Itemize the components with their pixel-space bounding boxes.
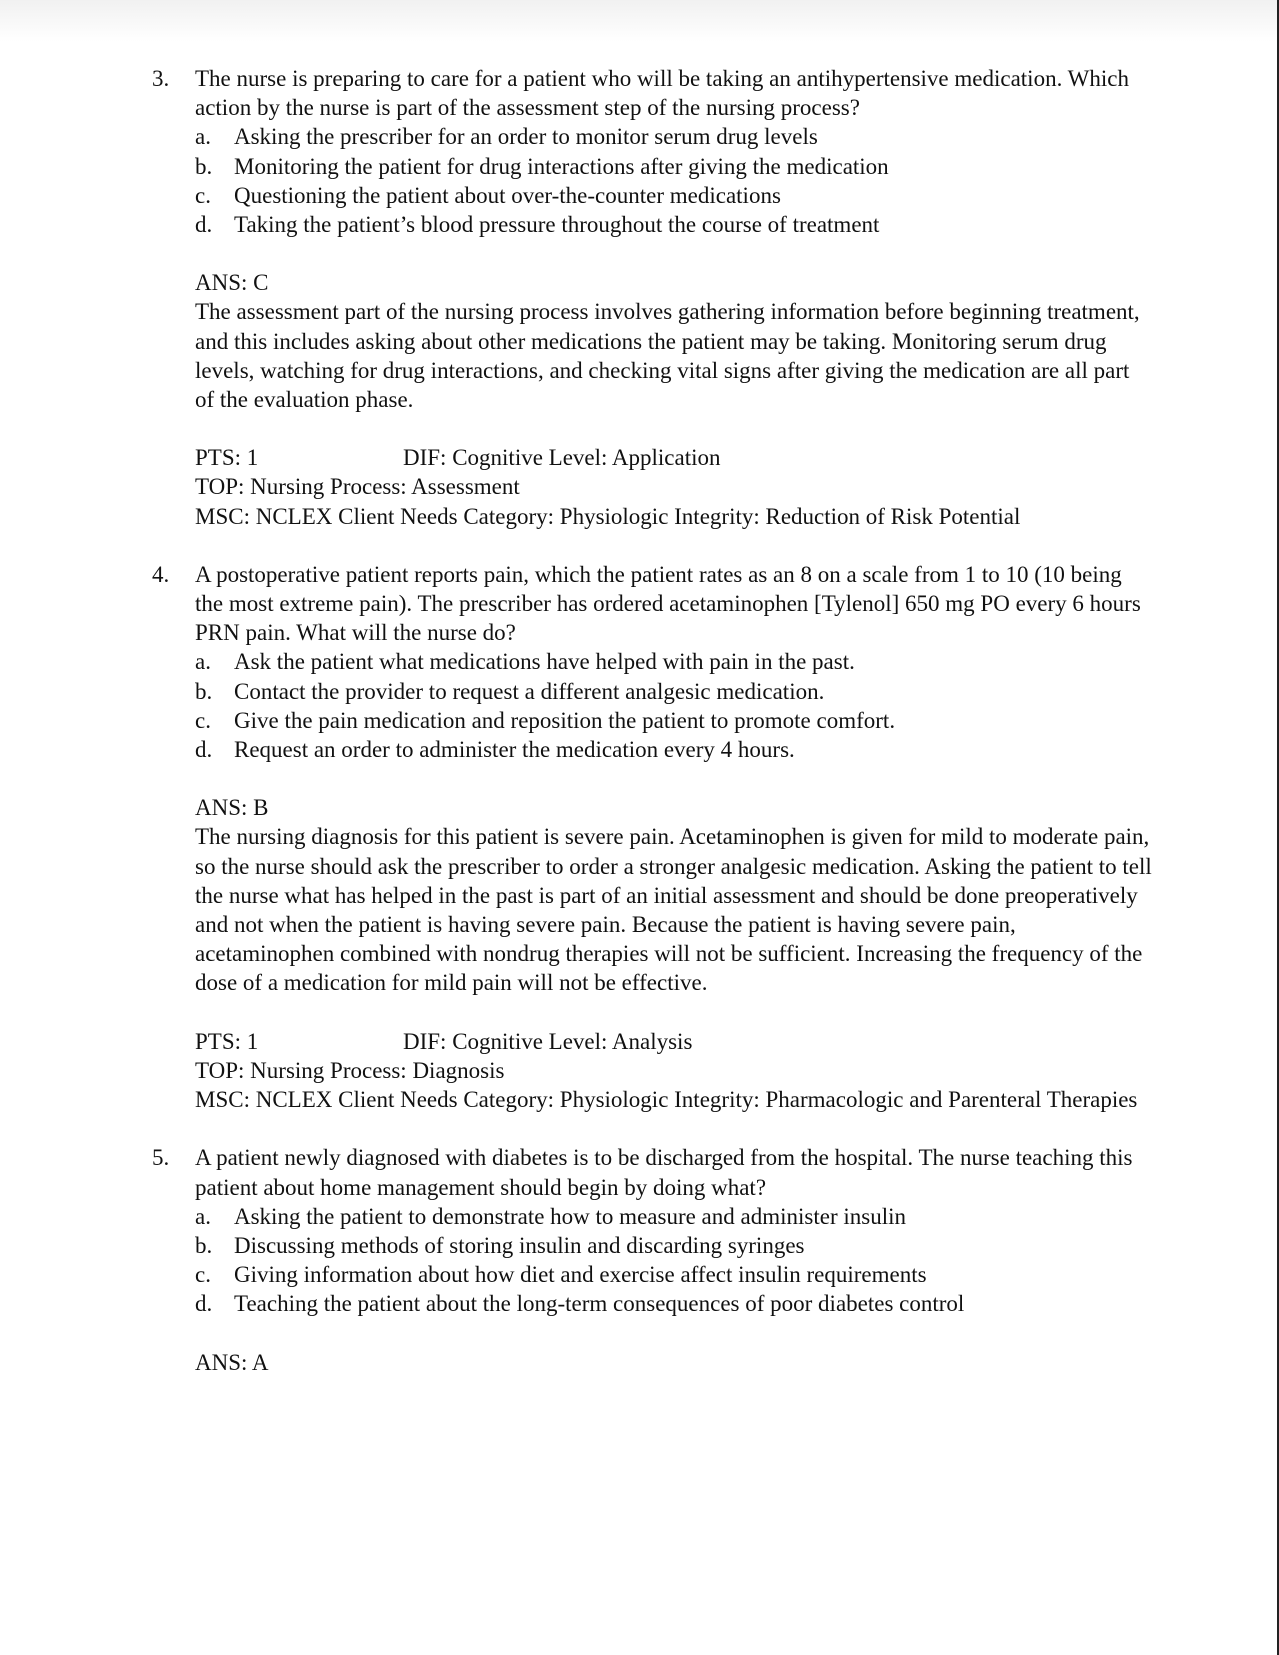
question-spacer [152,531,1152,560]
answer-key: ANS: A [195,1349,269,1375]
question-metadata [195,1027,1152,1115]
question-metadata [195,443,1152,531]
question-3 [152,64,1152,531]
option-text: Giving information about how diet and exercise affect insulin requirements [234,1262,927,1288]
option-text: Monitoring the patient for drug interactions after giving the medication [234,153,889,179]
answer-block [195,268,1152,414]
question-4 [152,560,1152,1114]
option-text: Discussing methods of storing insulin and discarding syringes [234,1232,805,1258]
option-letter: b. [195,678,213,704]
difficulty-label: DIF: Cognitive Level: Analysis [403,1028,693,1054]
answer-block [195,1348,1152,1377]
msc-label: MSC: NCLEX Client Needs Category: Physiologic Integrity: Reduction of Risk Potential [195,503,1021,529]
meta-row-points [195,1027,1152,1056]
points-label: PTS: 1 [195,445,259,471]
option-text: Contact the provider to request a different analgesic medication. [234,678,825,704]
answer-option-c [195,706,1152,735]
option-text: Asking the patient to demonstrate how to measure and administer insulin [234,1203,906,1229]
rationale-text: The assessment part of the nursing process involves gathering information before beginning treatment, and this includes asking about other medications the patient may be taking. Monitoring serum drug levels, watching for drug interactions, and checking vital signs after giving the medication are all part of the evaluation phase. [195,299,1140,413]
option-letter: c. [195,707,211,733]
option-text: Request an order to administer the medication every 4 hours. [234,737,795,763]
option-text: Teaching the patient about the long-term consequences of poor diabetes control [234,1291,965,1317]
answer-option-d [195,1289,1152,1318]
answer-key: ANS: C [195,270,269,296]
answer-key: ANS: B [195,795,269,821]
meta-row-points [195,443,1152,472]
option-text: Ask the patient what medications have helped with pain in the past. [234,649,855,675]
option-text: Questioning the patient about over-the-counter medications [234,182,781,208]
option-letter: c. [195,1262,211,1288]
answer-option-a [195,1202,1152,1231]
answer-option-d [195,735,1152,764]
option-text: Taking the patient’s blood pressure throughout the course of treatment [234,212,880,238]
answer-option-d [195,210,1152,239]
answer-option-c [195,1260,1152,1289]
difficulty-label: DIF: Cognitive Level: Application [403,445,721,471]
topic-label: TOP: Nursing Process: Assessment [195,474,520,500]
rationale-text: The nursing diagnosis for this patient is severe pain. Acetaminophen is given for mild to moderate pain, so the nurse should ask the prescriber to order a stronger analgesic medication. Asking the patient to tell the nurse what has helped in the past is part of an initial assessment and should be done preoperatively and not when the patient is having severe pain. Because the patient is having severe pain, acetaminophen combined with nondrug therapies will not be sufficient. Increasing the frequency of the dose of a medication for mild pain will not be effective. [195,824,1152,996]
question-stem: A patient newly diagnosed with diabetes is to be discharged from the hospital. The nurse teaching this patient about home management should begin by doing what? [195,1145,1133,1200]
question-spacer [152,1114,1152,1143]
msc-label: MSC: NCLEX Client Needs Category: Physiologic Integrity: Pharmacologic and Parenteral Therapies [195,1087,1138,1113]
document-body [152,64,1152,1377]
option-letter: c. [195,182,211,208]
answer-option-a [195,647,1152,676]
question-stem: The nurse is preparing to care for a patient who will be taking an antihypertensive medication. Which action by the nurse is part of the assessment step of the nursing process? [195,66,1129,121]
option-letter: a. [195,649,211,675]
option-letter: d. [195,1291,213,1317]
page-top-shading [0,0,1277,42]
answer-option-c [195,181,1152,210]
option-letter: b. [195,1232,213,1258]
answer-option-b [195,677,1152,706]
option-text: Give the pain medication and reposition the patient to promote comfort. [234,707,896,733]
points-label: PTS: 1 [195,1028,259,1054]
question-stem: A postoperative patient reports pain, which the patient rates as an 8 on a scale from 1 to 10 (10 being the most extreme pain). The prescriber has ordered acetaminophen [Tylenol] 650 mg PO every 6 hours PRN pain. What will the nurse do? [195,561,1141,646]
option-letter: d. [195,212,213,238]
option-text: Asking the prescriber for an order to monitor serum drug levels [234,124,818,150]
option-letter: a. [195,124,211,150]
answer-block [195,793,1152,997]
option-letter: a. [195,1203,211,1229]
option-letter: b. [195,153,213,179]
option-letter: d. [195,737,213,763]
answer-option-a [195,122,1152,151]
answer-option-b [195,152,1152,181]
question-number: 3. [152,66,170,91]
question-number: 4. [152,561,170,587]
question-number: 5. [152,1145,170,1171]
topic-label: TOP: Nursing Process: Diagnosis [195,1057,505,1083]
answer-option-b [195,1231,1152,1260]
question-5 [152,1143,1152,1376]
